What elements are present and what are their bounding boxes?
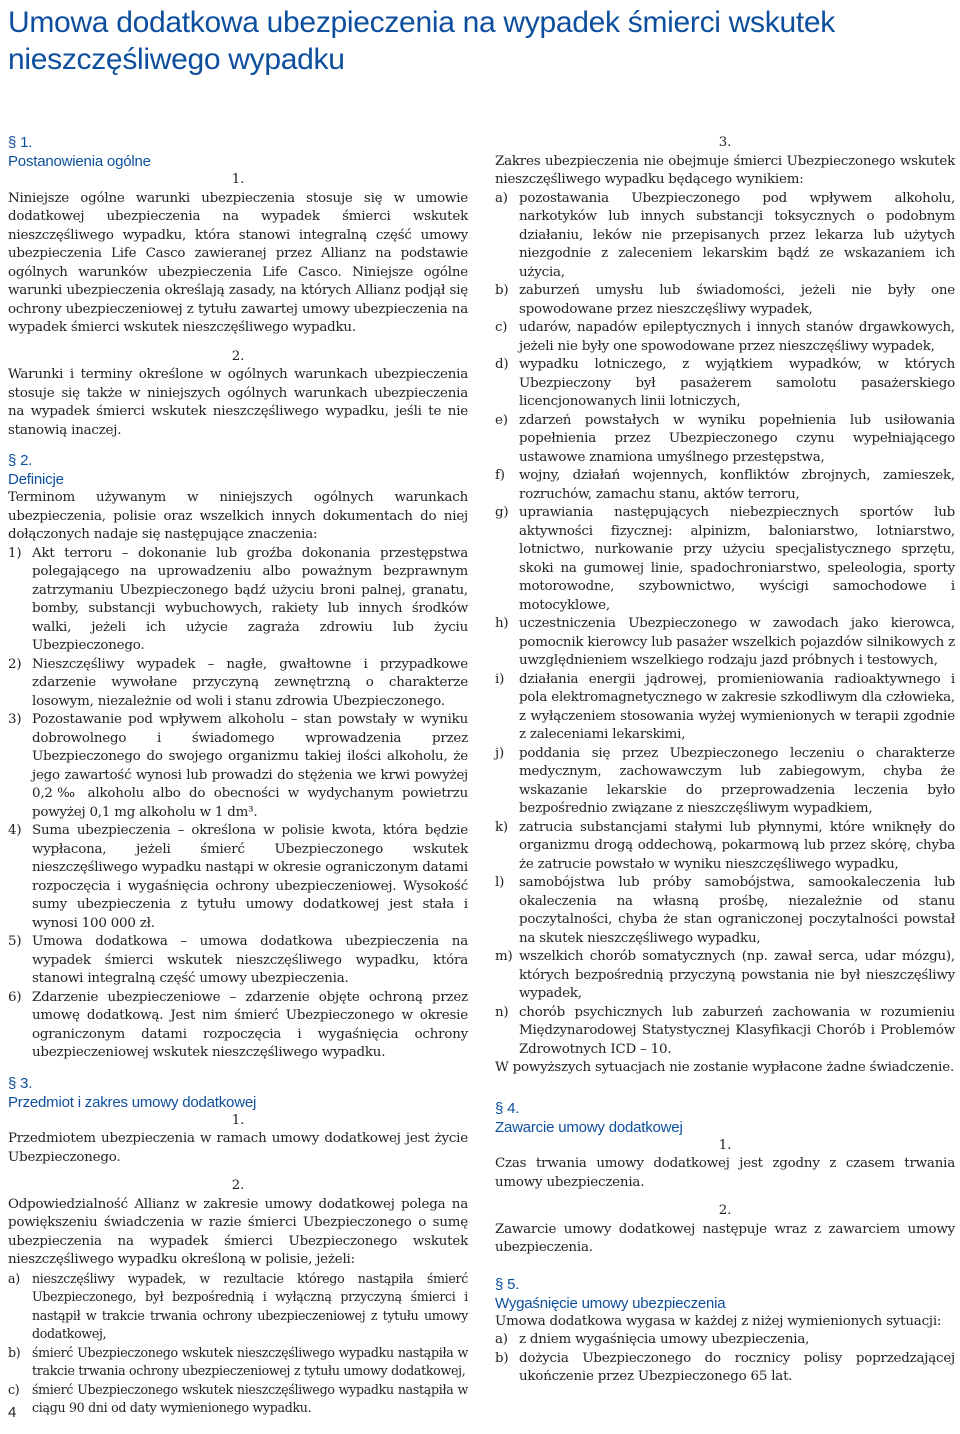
- list-marker: b): [8, 1344, 21, 1360]
- list-marker: a): [8, 1270, 20, 1286]
- section-4: [495, 1100, 955, 1258]
- list-item: [495, 190, 955, 283]
- document-title: Umowa dodatkowa ubezpieczenia na wypadek śmierci wskutek nieszczęśliwego wypadku: [8, 6, 835, 76]
- paragraph: Czas trwania umowy dodatkowej jest zgodny z czasem trwania umowy ubezpieczenia.: [495, 1156, 955, 1190]
- exclusion-list: [495, 190, 955, 1060]
- list-text: Akt terroru – dokonanie lub groźba dokonania przestępstwa polegającego na uprowadzeniu albo poważnym bezprawnym zatrzymaniu Ubezpieczonego bądź użyciu broni palnej, granatu, bomby, substancji wybuchowych, rakiety lub innych środków walki, jeżeli ich użycie zagraża zdrowiu lub życiu Ubezpieczonego.: [32, 545, 468, 653]
- list-text: wojny, działań wojennych, konfliktów zbrojnych, zamieszek, rozruchów, zamachu stanu, aktów terroru,: [519, 468, 955, 502]
- paragraph: Zawarcie umowy dodatkowej następuje wraz z zawarciem umowy ubezpieczenia.: [495, 1221, 955, 1255]
- list-marker: i): [495, 671, 505, 687]
- paragraph: Przedmiotem ubezpieczenia w ramach umowy dodatkowej jest życie Ubezpieczonego.: [8, 1131, 468, 1165]
- list-marker: c): [8, 1381, 20, 1397]
- paragraph: Zakres ubezpieczenia nie obejmuje śmierci Ubezpieczonego wskutek nieszczęśliwego wypadku będącego wynikiem:: [495, 153, 955, 187]
- section-title: Przedmiot i zakres umowy dodatkowej: [8, 1093, 257, 1111]
- section-3: [8, 1075, 468, 1418]
- list-text: chorób psychicznych lub zaburzeń zachowania w rozumieniu Międzynarodowej Statystycznej Klasyfikacji Chorób i Problemów Zdrowotnych ICD – 10.: [519, 1004, 955, 1057]
- definition-list: [8, 545, 468, 1063]
- list-item: [495, 412, 955, 468]
- list-marker: 5): [8, 934, 22, 949]
- list-text: z dniem wygaśnięcia umowy ubezpieczenia,: [519, 1332, 810, 1347]
- paragraph-number: 1.: [231, 172, 245, 187]
- list-item: [8, 711, 468, 822]
- list-text: poddania się przez Ubezpieczonego leczeniu o charakterze medycznym, zachowawczym lub zabiegowym, chyba że wskazanie lekarskie do przeprowadzenia leczenia było bezpośrednio związane z nieszczęśliwym wypadkiem,: [519, 745, 955, 816]
- list-text: udarów, napadów epileptycznych i innych stanów drgawkowych, jeżeli nie były one spowodowane przez nieszczęśliwy wypadek,: [519, 320, 955, 354]
- list-marker: b): [495, 1350, 509, 1366]
- list-item: [495, 356, 955, 412]
- section-number: § 3.: [8, 1074, 33, 1092]
- list-marker: 4): [8, 823, 22, 838]
- paragraph-number: 1.: [231, 1112, 245, 1128]
- section-title: Wygaśnięcie umowy ubezpieczenia: [495, 1294, 726, 1312]
- right-column: [495, 134, 955, 1387]
- list-item: [8, 656, 468, 712]
- list-text: wypadku lotniczego, z wyjątkiem wypadków, w których Ubezpieczony był pasażerem samolotu pasażerskiego licencjonowanych linii lotniczych,: [519, 357, 955, 409]
- list-text: wszelkich chorób somatycznych (np. zawał serca, udar mózgu), których bezpośrednią przyczyną powstania nie był nieszczęśliwy wypadek,: [519, 949, 955, 1001]
- list-text: działania energii jądrowej, promieniowania radioaktywnego i pola elektromagnetycznego w zakresie szkodliwym dla człowieka, z wyłączeniem stosowania wyżej wymienionych w terapii zgodnie z zaleceniami lekarskimi,: [519, 671, 955, 742]
- list-item: [8, 545, 468, 656]
- list-text: uczestniczenia Ubezpieczonego w zawodach jako kierowca, pomocnik kierowcy lub pasażer wszelkich pojazdów silnikowych z uwzględnieniem wszelkiego rodzaju jazd próbnych i testowych,: [519, 616, 955, 668]
- section-title: Definicje: [8, 471, 64, 488]
- section-title: Zawarcie umowy dodatkowej: [495, 1118, 683, 1136]
- list-item: [8, 1381, 468, 1418]
- list-text: Zdarzenie ubezpieczeniowe – zdarzenie objęte ochroną przez umowę dodatkową. Jest nim śmierć Ubezpieczonego w okresie ograniczonym datami rozpoczęcia i wygaśnięcia ochrony ubezpieczeniowej wskutek nieszczęśliwego wypadku.: [32, 989, 468, 1060]
- list-text: Suma ubezpieczenia – określona w polisie kwota, która będzie wypłacona, jeżeli śmierć Ubezpieczonego wskutek nieszczęśliwego wypadku nastąpi w okresie ograniczonym datami rozpoczęcia i wygaśnięcia ochrony ubezpieczeniowej. Wysokość sumy ubezpieczenia z tytułu umowy dodatkowej jest stała i wynosi 100 000 zł.: [32, 823, 468, 931]
- list-text: samobójstwa lub próby samobójstwa, samookaleczenia lub okaleczenia na własną prośbę, niezależnie od stanu poczytalności, chyba że stan ograniczonej poczytalności powstał na skutek nieszczęśliwego wypadku,: [519, 875, 955, 946]
- list-marker: k): [495, 819, 508, 835]
- list-item: [495, 1004, 955, 1060]
- list-item: [8, 989, 468, 1063]
- list-marker: l): [495, 875, 505, 890]
- list-marker: a): [495, 1332, 508, 1347]
- section-title: Postanowienia ogólne: [8, 153, 151, 170]
- list-item: [8, 822, 468, 933]
- list-marker: f): [495, 468, 505, 483]
- section-1: [8, 134, 468, 440]
- list-item: [495, 671, 955, 745]
- list-item: [8, 933, 468, 989]
- list-marker: b): [495, 283, 509, 298]
- paragraph-number: 3.: [718, 135, 732, 150]
- paragraph-number: 2.: [231, 1178, 245, 1193]
- section-number: § 2.: [8, 452, 33, 469]
- list-marker: a): [495, 190, 508, 206]
- paragraph: Odpowiedzialność Allianz w zakresie umowy dodatkowej polega na powiększeniu świadczenia w razie śmierci Ubezpieczonego o sumę ubezpieczenia na wypadek śmierci Ubezpieczonego wskutek nieszczęśliwego wypadku określoną w polisie, jeżeli:: [8, 1196, 468, 1267]
- list-marker: n): [495, 1004, 509, 1020]
- list-text: zaburzeń umysłu lub świadomości, jeżeli nie były one spowodowane przez nieszczęśliwy wypadek,: [519, 283, 955, 317]
- list-item: [495, 282, 955, 319]
- list-marker: 3): [8, 712, 22, 727]
- paragraph: W powyższych sytuacjach nie zostanie wypłacone żadne świadczenie.: [495, 1060, 955, 1075]
- list-item: [495, 1331, 955, 1350]
- list-text: nieszczęśliwy wypadek, w rezultacie którego nastąpiła śmierć Ubezpieczonego, był bezpośrednią i wyłączną przyczyną śmierci i nastąpił w trakcie trwania ochrony ubezpieczeniowej z tytułu umowy dodatkowej,: [32, 1270, 468, 1341]
- section-number: § 4.: [495, 1099, 520, 1117]
- list-text: śmierć Ubezpieczonego wskutek nieszczęśliwego wypadku nastąpiła w ciągu 90 dni od daty wymienionego wypadku.: [32, 1381, 468, 1415]
- list-item: [495, 948, 955, 1004]
- list-marker: m): [495, 949, 513, 964]
- condition-list: [8, 1270, 468, 1418]
- paragraph: Terminom używanym w niniejszych ogólnych warunkach ubezpieczenia, polisie oraz wszelkich innych dokumentach do niej dołączonych nadaje się następujące znaczenia:: [8, 490, 468, 542]
- list-marker: 1): [8, 545, 22, 561]
- list-text: Umowa dodatkowa – umowa dodatkowa ubezpieczenia na wypadek śmierci wskutek nieszczęśliwego wypadku, która stanowi integralną część umowy ubezpieczenia.: [32, 934, 468, 986]
- paragraph: Umowa dodatkowa wygasa w każdej z niżej wymienionych sytuacji:: [495, 1313, 942, 1329]
- list-marker: d): [495, 357, 509, 372]
- list-marker: j): [495, 745, 504, 761]
- list-item: [495, 819, 955, 875]
- list-text: zatrucia substancjami stałymi lub płynnymi, które wniknęły do organizmu drogą oddechową, pokarmową lub przez skórę, chyba że zatrucie powstało w wyniku nieszczęśliwego wypadku,: [519, 819, 955, 872]
- list-item: [495, 504, 955, 615]
- list-marker: h): [495, 616, 509, 631]
- paragraph-number: 1.: [718, 1137, 732, 1153]
- list-text: Pozostawanie pod wpływem alkoholu – stan powstały w wyniku dobrowolnego i świadomego wprowadzenia przez Ubezpieczonego do swojego organizmu takiej ilości alkoholu, że jego zawartość wynosi lub prowadzi do stężenia we krwi powyżej 0,2‰ alkoholu albo do obecności w wydychanym powietrzu powyżej 0,1 mg alkoholu w 1 dm³.: [32, 712, 468, 820]
- list-item: [8, 1344, 468, 1381]
- list-item: [495, 745, 955, 819]
- list-text: dożycia Ubezpieczonego do rocznicy polisy poprzedzającej ukończenie przez Ubezpieczonego 65 lat.: [519, 1350, 955, 1384]
- list-item: [8, 1270, 468, 1344]
- paragraph-number: 2.: [231, 348, 245, 364]
- paragraph: Niniejsze ogólne warunki ubezpieczenia stosuje się w umowie dodatkowej ubezpieczenia na wypadek śmierci wskutek nieszczęśliwego wypadku, która stanowi integralną część umowy ubezpieczenia Life Casco zawieranej przez Allianz na podstawie ogólnych warunków ubezpieczenia Life Casco. Niniejsze ogólne warunki ubezpieczenia określają zasady, na których Allianz podjął się ochrony ubezpieczeniowej z tytułu zawartej umowy ubezpieczenia na wypadek śmierci wskutek nieszczęśliwego wypadku.: [8, 190, 468, 335]
- list-marker: 6): [8, 989, 22, 1005]
- section-2: [8, 452, 468, 1063]
- list-item: [495, 1350, 955, 1387]
- paragraph-number: 2.: [718, 1203, 732, 1218]
- list-text: pozostawania Ubezpieczonego pod wpływem alkoholu, narkotyków lub innych substancji toksycznych o podobnym działaniu, leków nie przepisanych przez lekarza lub użytych niezgodnie z zaleceniem lekarskim bądź ze wskazaniem ich użycia,: [519, 190, 955, 280]
- list-item: [495, 319, 955, 356]
- paragraph: Warunki i terminy określone w ogólnych warunkach ubezpieczenia stosuje się także w niniejszych ogólnych warunkach ubezpieczenia na wypadek śmierci wskutek nieszczęśliwego wypadku, jeśli te nie stanowią inaczej.: [8, 367, 468, 438]
- list-item: [495, 615, 955, 671]
- section-number: § 5.: [495, 1275, 520, 1293]
- list-text: śmierć Ubezpieczonego wskutek nieszczęśliwego wypadku nastąpiła w trakcie trwania ochrony ubezpieczeniowej z tytułu umowy dodatkowej,: [32, 1344, 468, 1378]
- list-text: uprawiania następujących niebezpiecznych sportów lub aktywności fizycznej: alpinizm, baloniarstwo, lotniarstwo, lotnictwo, nurkowanie przy użyciu specjalistycznego sprzętu, skoki na gumowej linie, spadochroniarstwo, speleologia, sporty motorowodne, szybownictwo, wyścigi samochodowe i motocyklowe,: [519, 505, 955, 613]
- list-marker: g): [495, 505, 509, 520]
- expiry-list: [495, 1331, 955, 1387]
- left-column: [8, 134, 468, 1418]
- list-text: Nieszczęśliwy wypadek – nagłe, gwałtowne i przypadkowe zdarzenie wywołane przyczyną zewnętrzną o charakterze losowym, niezależnie od woli i stanu zdrowia Ubezpieczonego.: [32, 656, 468, 709]
- section-number: § 1.: [8, 134, 33, 151]
- list-marker: e): [495, 412, 508, 428]
- list-text: zdarzeń powstałych w wyniku popełnienia lub usiłowania popełnienia przez Ubezpieczonego czynu wypełniającego ustawowe znamiona umyślnego przestępstwa,: [519, 412, 955, 465]
- list-marker: 2): [8, 656, 22, 672]
- section-5: [495, 1276, 955, 1387]
- list-item: [495, 874, 955, 948]
- page-number: 4: [8, 1404, 17, 1421]
- list-marker: c): [495, 320, 508, 335]
- list-item: [495, 467, 955, 504]
